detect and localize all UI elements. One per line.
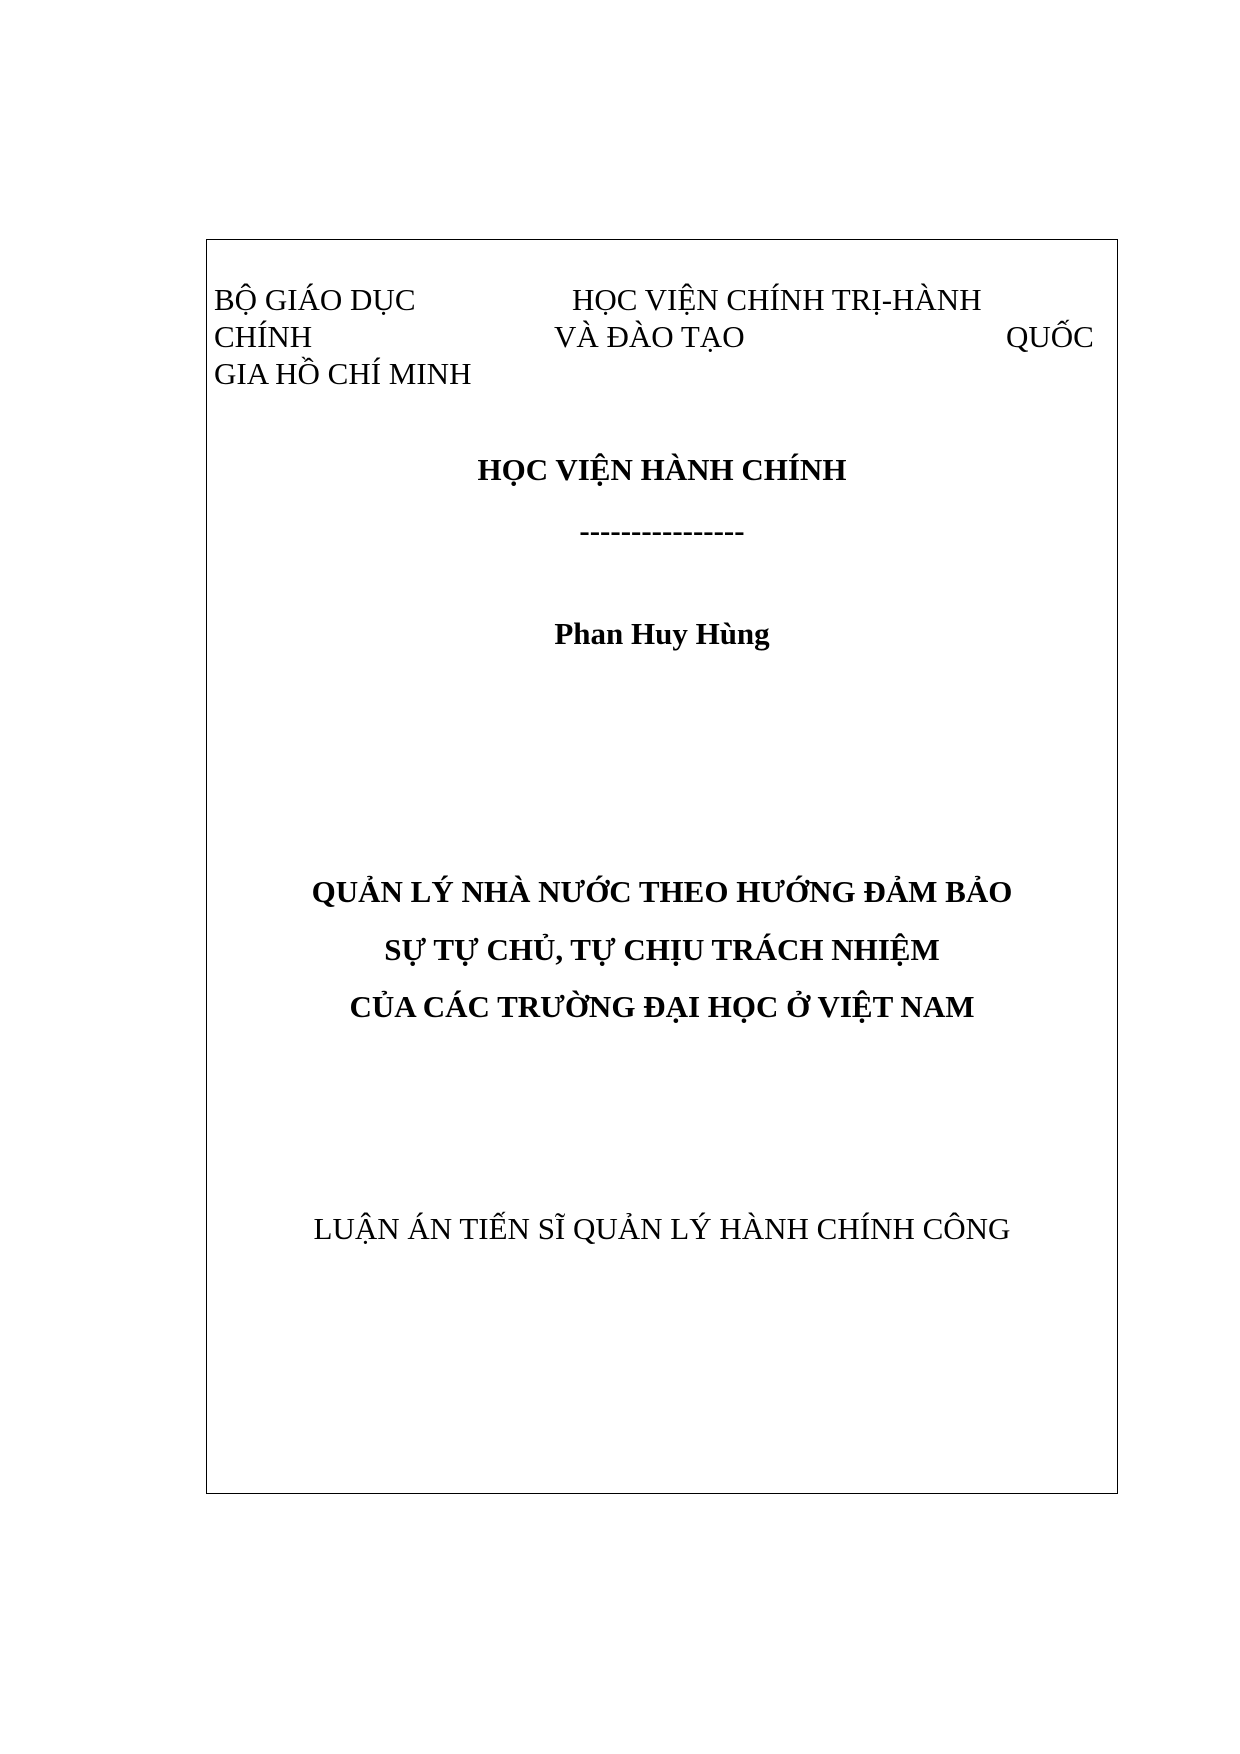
institute-name: HỌC VIỆN HÀNH CHÍNH: [477, 452, 847, 487]
header-line2-left: CHÍNH: [214, 319, 313, 354]
header-line3: GIA HỒ CHÍ MINH: [214, 356, 472, 391]
thesis-title-line3: CỦA CÁC TRƯỜNG ĐẠI HỌC Ở VIỆT NAM: [349, 989, 975, 1024]
academy-line1: HỌC VIỆN CHÍNH TRỊ-HÀNH: [572, 282, 982, 317]
thesis-title-line1: QUẢN LÝ NHÀ NƯỚC THEO HƯỚNG ĐẢM BẢO: [311, 874, 1013, 909]
header-line2-right: QUỐC: [1006, 319, 1094, 354]
degree-type: LUẬN ÁN TIẾN SĨ QUẢN LÝ HÀNH CHÍNH CÔNG: [313, 1211, 1011, 1246]
author-name: Phan Huy Hùng: [554, 616, 770, 651]
ministry-line1: BỘ GIÁO DỤC: [214, 282, 416, 317]
cover-border: [206, 239, 1118, 1494]
ministry-line2: VÀ ĐÀO TẠO: [554, 319, 745, 354]
thesis-title-line2: SỰ TỰ CHỦ, TỰ CHỊU TRÁCH NHIỆM: [384, 932, 940, 967]
separator: ----------------: [579, 513, 745, 548]
